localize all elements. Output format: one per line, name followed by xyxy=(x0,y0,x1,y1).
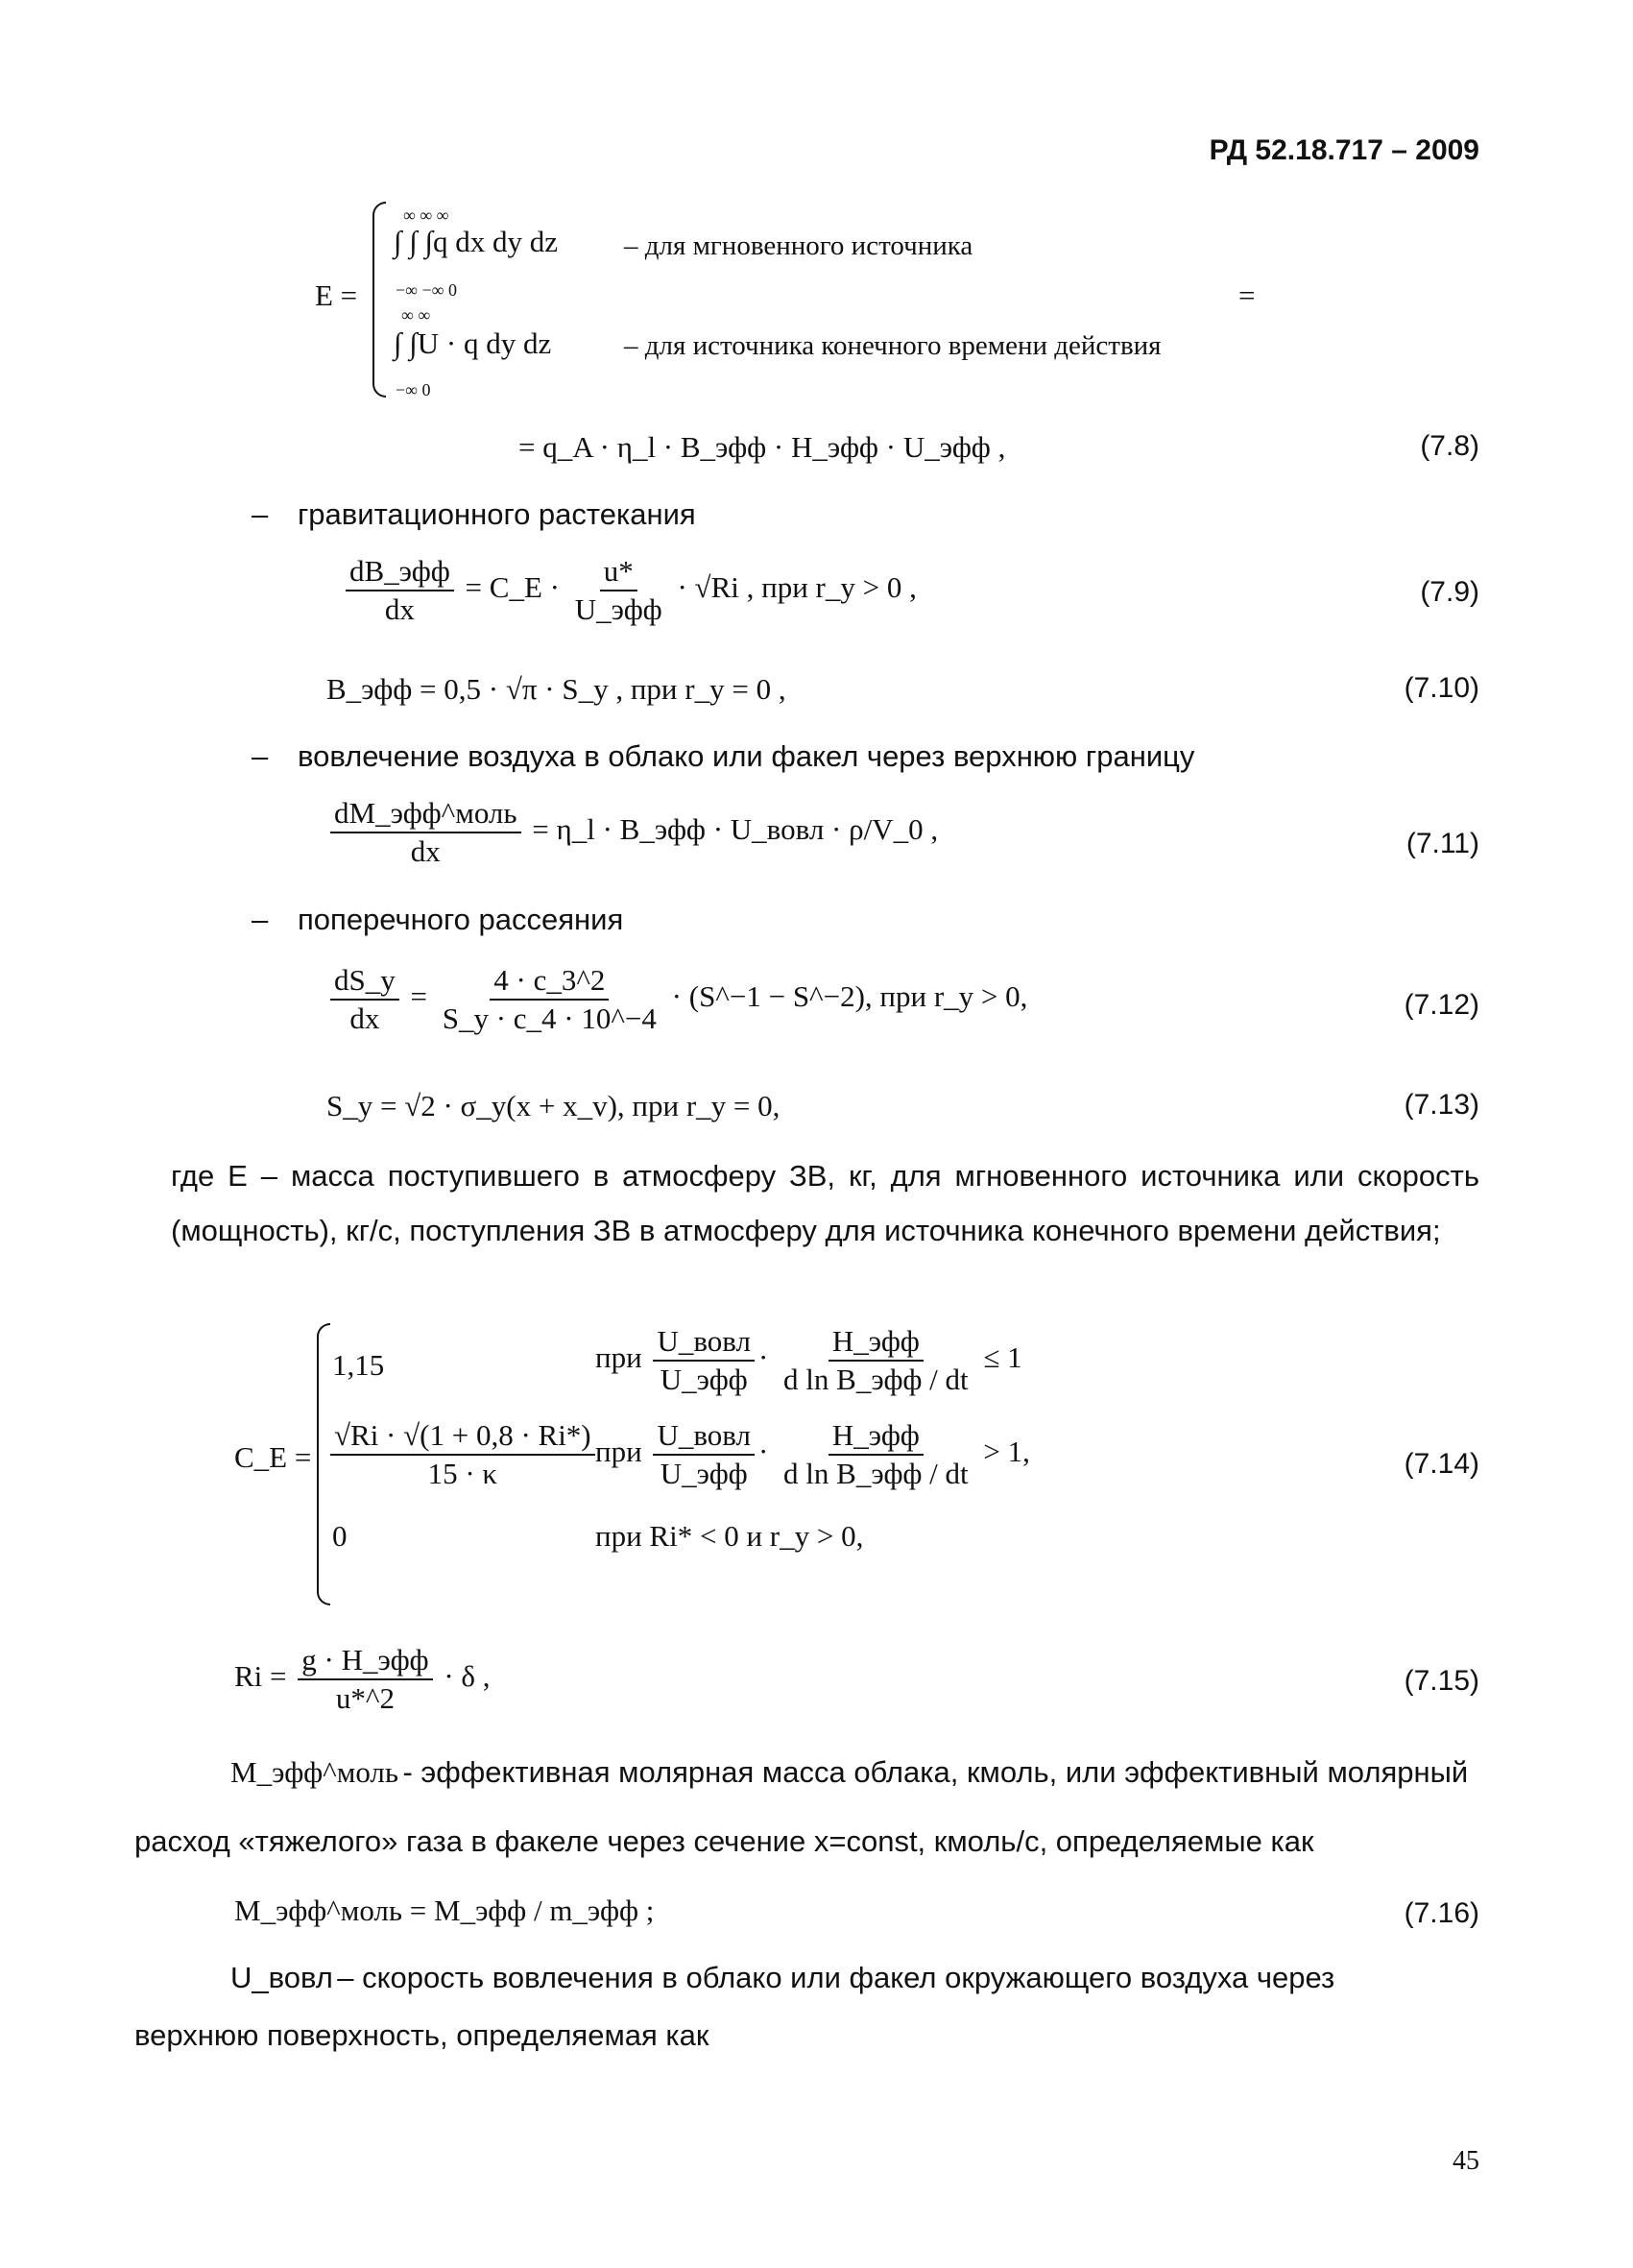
eq-7-14-c1-f2-num: H_эфф xyxy=(829,1325,924,1362)
eq-7-15-tail: · δ , xyxy=(444,1659,491,1694)
eq-7-16: M_эфф^моль = M_эфф / m_эфф ; xyxy=(234,1894,655,1927)
bullet-dash: – xyxy=(252,739,269,773)
eq-7-15-lhs: Ri = xyxy=(234,1659,287,1694)
eq-7-14-c2-num: √Ri · √(1 + 0,8 · Ri*) xyxy=(330,1419,595,1456)
eq-7-14-c1-f1-num: U_вовл xyxy=(653,1325,755,1362)
bullet-entrainment xyxy=(252,739,1194,774)
eq-7-14-case2-tail: > 1, xyxy=(983,1435,1030,1469)
eq-7-8-case2-limits-top: ∞ ∞ xyxy=(401,305,431,325)
eq-7-13: S_y = √2 · σ_y(x + x_v), при r_y = 0, xyxy=(326,1089,780,1122)
eq-7-9-num: dB_эфф xyxy=(346,555,454,591)
eq-7-8-rhs: = q_A · η_l · B_эфф · H_эфф · U_эфф , xyxy=(518,430,1006,464)
eq-7-14-case2-val xyxy=(326,1419,599,1490)
eq-7-12-tail: · (S^−1 − S^−2), при r_y > 0, xyxy=(671,979,1028,1014)
eq-7-11-number: (7.11) xyxy=(1405,828,1479,859)
eq-7-14-c2-f2-den: d ln B_эфф / dt xyxy=(783,1457,969,1491)
eq-7-9-den: dx xyxy=(384,592,415,627)
page-number: 45 xyxy=(1453,2146,1479,2176)
eq-7-15-num: g · H_эфф xyxy=(298,1644,432,1680)
symbol-M-mol: M_эфф^моль xyxy=(230,1755,399,1789)
eq-7-8-case1-expr: ∫ ∫ ∫q dx dy dz xyxy=(394,225,558,258)
bullet-gravity xyxy=(252,497,696,532)
eq-7-12-num: dS_y xyxy=(330,964,399,1001)
eq-7-8-case2-expr: ∫ ∫U · q dy dz xyxy=(394,326,552,360)
eq-7-10: B_эфф = 0,5 · √π · S_y , при r_y = 0 , xyxy=(326,672,786,706)
eq-7-8-number: (7.8) xyxy=(1420,430,1479,462)
eq-7-8-lhs: E = xyxy=(315,278,358,312)
document-header: РД 52.18.717 – 2009 xyxy=(1209,134,1479,166)
eq-7-14-number: (7.14) xyxy=(1404,1448,1479,1480)
eq-7-13-number: (7.13) xyxy=(1404,1089,1479,1121)
paragraph-M-definition xyxy=(230,1755,1479,1790)
eq-7-14-c2-f1-num: U_вовл xyxy=(653,1419,755,1456)
eq-7-15-number: (7.15) xyxy=(1404,1665,1479,1697)
eq-7-16-number: (7.16) xyxy=(1404,1897,1479,1929)
eq-7-14-c1-f2-den: d ln B_эфф / dt xyxy=(783,1363,969,1397)
eq-7-15 xyxy=(234,1644,491,1715)
eq-7-12-frac2-num: 4 · c_3^2 xyxy=(490,964,609,1001)
bullet-entrainment-text: вовлечение воздуха в облако или факел через верхнюю границу xyxy=(298,739,1195,773)
bullet-lateral xyxy=(252,903,623,937)
eq-7-14-c2-f2-num: H_эфф xyxy=(829,1419,924,1456)
eq-7-8-eq-sign: = xyxy=(1238,278,1256,312)
bullet-gravity-text: гравитационного растекания xyxy=(298,497,696,531)
eq-7-14-case2-pri: при xyxy=(595,1435,642,1469)
paragraph-U-line1: – скорость вовлечения в облако или факел окружающего воздуха через xyxy=(337,1961,1335,1994)
eq-7-14-case3-val: 0 xyxy=(332,1519,348,1553)
eq-7-9 xyxy=(342,555,917,626)
eq-7-14-case2-cond: при $\frac{\text{U\_вовл}}{\text{U\_эфф}}$ · $\frac{\text{H\_эфф}}{\text{d ln B\_эфф / dt}}$ > 1, xyxy=(595,1418,1030,1491)
paragraph-U-line2: верхнюю поверхность, определяемая как xyxy=(134,2018,709,2052)
bullet-dash: – xyxy=(252,903,269,936)
paragraph-M-line1: - эффективная молярная масса облака, кмоль, или эффективный молярный xyxy=(402,1755,1469,1789)
paragraph-E-definition: где E – масса поступившего в атмосферу ЗВ, кг, для мгновенного источника или скорость (мощность), кг/с, поступления ЗВ в атмосферу для источника конечного времени действия; xyxy=(171,1159,1479,1247)
eq-7-10-number: (7.10) xyxy=(1404,672,1479,704)
symbol-U-vovl: U_вовл xyxy=(230,1961,333,1994)
eq-7-9-frac2-num: u* xyxy=(600,555,637,591)
eq-7-12: $\frac{dS\_y}{dx}$ = $\frac{4 \cdot c\_3\^{}2}{S\_y \cdot c\_4 \cdot 10\^{}-4}$ · (S^−1 − S^−2), при r_y > 0, xyxy=(326,964,1027,1035)
eq-7-14-c2-f1-den: U_эфф xyxy=(660,1457,748,1491)
eq-7-11 xyxy=(326,797,938,868)
bullet-dash: – xyxy=(252,497,269,531)
eq-7-14-lhs: C_E = xyxy=(234,1440,312,1474)
paragraph-U-definition xyxy=(230,1961,1479,1995)
eq-7-9-tail: · √Ri , при r_y > 0 , xyxy=(677,570,917,605)
eq-7-14-case1-val: 1,15 xyxy=(332,1348,385,1382)
eq-7-12-frac2-den: S_y · c_4 · 10^−4 xyxy=(442,1001,657,1036)
eq-7-14-case1-pri: при xyxy=(595,1340,642,1375)
bullet-lateral-text: поперечного рассеяния xyxy=(298,903,624,936)
eq-7-9-number: (7.9) xyxy=(1420,576,1479,608)
eq-7-14-case1-tail: ≤ 1 xyxy=(983,1340,1022,1375)
eq-7-8-case1-limits-top: ∞ ∞ ∞ xyxy=(403,205,449,225)
eq-7-15-den: u*^2 xyxy=(335,1681,395,1716)
eq-7-8-brace xyxy=(372,202,386,398)
eq-7-11-num: dM_эфф^моль xyxy=(330,797,521,833)
eq-7-8-case2-limits-bottom: −∞ 0 xyxy=(396,380,431,399)
eq-7-11-den: dx xyxy=(410,834,441,869)
eq-7-11-tail: = η_l · B_эфф · U_вовл · ρ/V_0 , xyxy=(532,812,939,847)
eq-7-14-case3-cond: при Ri* < 0 и r_y > 0, xyxy=(595,1519,864,1553)
eq-7-14-case1-cond: при $\frac{\text{U\_вовл}}{\text{U\_эфф}}$ · $\frac{\text{H\_эфф}}{\text{d ln B\_эфф / dt}}$ ≤ 1 xyxy=(595,1324,1022,1397)
eq-7-8-case2-label: – для источника конечного времени действия xyxy=(624,330,1162,361)
eq-7-9-middle: = C_E · xyxy=(465,570,560,605)
eq-7-12-number: (7.12) xyxy=(1404,989,1479,1021)
eq-7-14-c2-den: 15 · κ xyxy=(427,1457,498,1491)
eq-7-9-frac2-den: U_эфф xyxy=(574,592,662,627)
eq-7-12-den: dx xyxy=(349,1001,380,1036)
eq-7-8-case1-label: – для мгновенного источника xyxy=(624,230,973,261)
eq-7-8-case1-limits-bottom: −∞ −∞ 0 xyxy=(396,280,457,300)
paragraph-M-line2: расход «тяжелого» газа в факеле через сечение x=const, кмоль/с, определяемые как xyxy=(134,1824,1314,1858)
eq-7-14-c1-f1-den: U_эфф xyxy=(660,1363,748,1397)
